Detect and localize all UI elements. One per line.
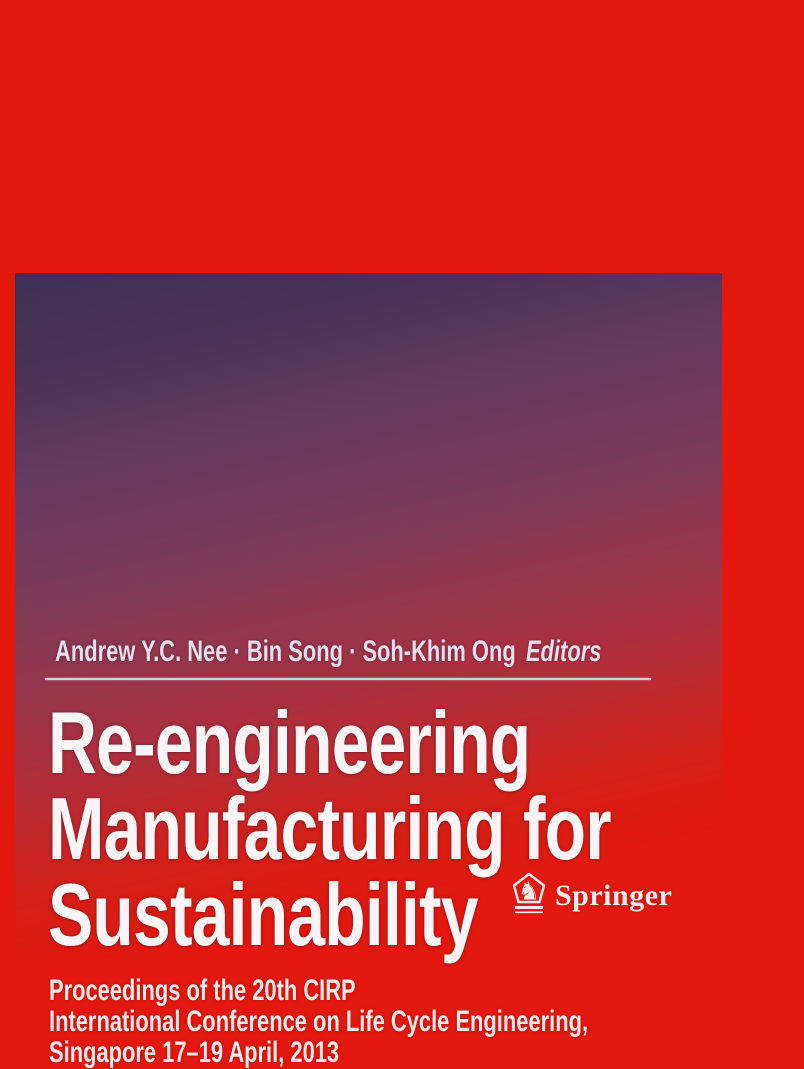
title-line-2: Manufacturing for [48, 779, 611, 878]
authors-line [55, 636, 804, 667]
divider-rule [45, 678, 651, 680]
book-title [48, 693, 779, 964]
title-line-3: Sustainability [48, 865, 478, 964]
svg-text:♞: ♞ [517, 876, 541, 906]
editors-label: Editors [525, 635, 602, 668]
publisher-name: Springer [555, 879, 673, 912]
subtitle-line-2: International Conference on Life Cycle Engineering, [49, 1005, 589, 1038]
title-panel [15, 273, 722, 1069]
subtitle-line-3: Singapore 17–19 April, 2013 [49, 1036, 340, 1069]
book-subtitle [49, 975, 787, 1068]
springer-horse-icon [511, 872, 547, 916]
author-names: Andrew Y.C. Nee · Bin Song · Soh-Khim Ong [55, 635, 516, 668]
subtitle-line-1: Proceedings of the 20th CIRP [49, 974, 356, 1007]
title-line-1: Re-engineering [48, 693, 531, 792]
publisher-logo [511, 872, 672, 916]
